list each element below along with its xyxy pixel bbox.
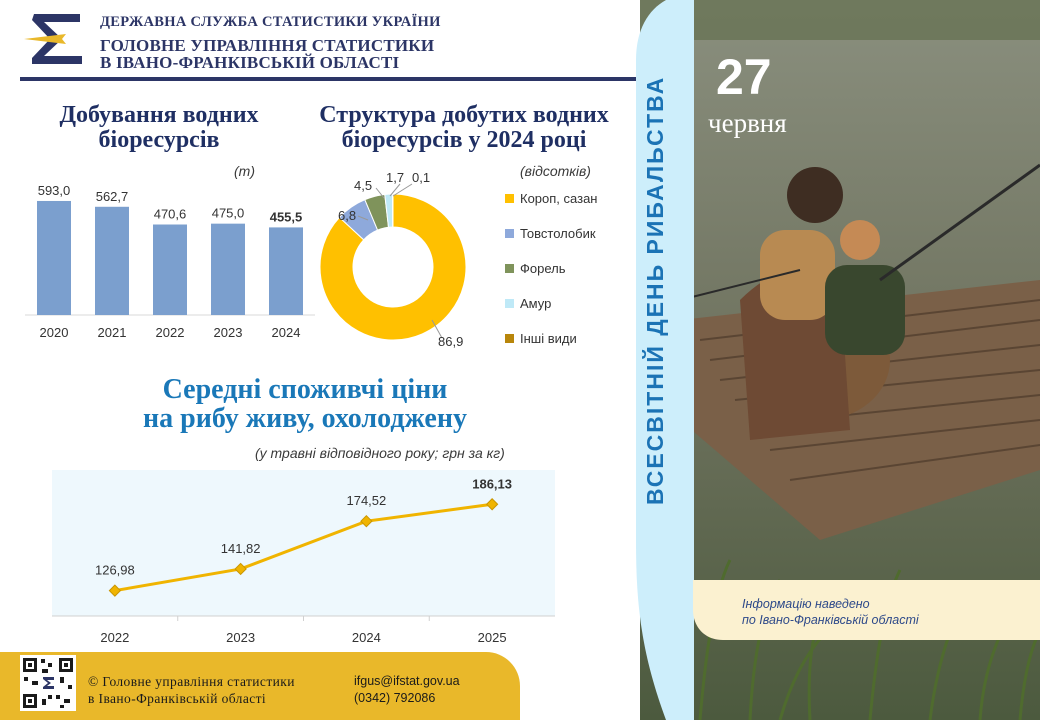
bar-chart-unit: (т) bbox=[234, 163, 255, 179]
donut-value-label: 0,1 bbox=[412, 170, 431, 185]
bar-2020 bbox=[37, 201, 71, 315]
footer-contacts bbox=[354, 673, 460, 707]
legend-label: Інші види bbox=[520, 331, 577, 346]
bar-category-label: 2020 bbox=[39, 325, 69, 340]
price-year-label: 2025 bbox=[477, 630, 507, 645]
event-month: червня bbox=[708, 108, 787, 138]
bar-value-label: 470,6 bbox=[153, 206, 187, 222]
legend-label: Товстолобик bbox=[520, 226, 596, 241]
bar-category-label: 2024 bbox=[271, 325, 301, 340]
bar-value-label: 562,7 bbox=[95, 188, 129, 204]
bar-chart-title bbox=[30, 103, 288, 153]
price-value-label: 174,52 bbox=[346, 493, 387, 509]
bar-2024 bbox=[269, 227, 303, 315]
legend-label: Амур bbox=[520, 296, 552, 311]
region-note-line2: по Івано-Франківській області bbox=[742, 613, 919, 627]
price-value-label: 126,98 bbox=[94, 562, 135, 578]
event-day: 27 bbox=[716, 49, 772, 105]
donut-chart bbox=[320, 170, 630, 370]
bar-chart-title-line1: Добування водних bbox=[59, 102, 259, 128]
donut-chart-title-line2: біоресурсів у 2024 році bbox=[341, 127, 587, 153]
price-year-label: 2024 bbox=[351, 630, 381, 645]
donut-chart-unit: (відсотків) bbox=[520, 163, 591, 179]
legend-label: Форель bbox=[520, 261, 566, 276]
legend-label: Короп, сазан bbox=[520, 191, 598, 206]
legend-swatch bbox=[505, 299, 514, 308]
region-note bbox=[742, 596, 919, 628]
price-year-label: 2022 bbox=[100, 630, 130, 645]
bar-category-label: 2022 bbox=[155, 325, 185, 340]
price-year-label: 2023 bbox=[226, 630, 256, 645]
donut-value-label: 1,7 bbox=[386, 170, 405, 185]
footer-org-line2: в Івано-Франківській області bbox=[88, 691, 267, 706]
line-chart-unit: (у травні відповідного року; грн за кг) bbox=[255, 445, 505, 461]
bar-2022 bbox=[153, 225, 187, 316]
footer-phone: (0342) 792086 bbox=[354, 691, 436, 705]
price-value-label: 141,82 bbox=[220, 540, 261, 556]
line-chart-title-line2: на рибу живу, охолоджену bbox=[143, 403, 467, 434]
bar-2023 bbox=[211, 224, 245, 315]
bar-value-label: 593,0 bbox=[37, 185, 71, 198]
legend-swatch bbox=[505, 334, 514, 343]
line-chart bbox=[52, 470, 557, 650]
footer-org-line1: © Головне управління статистики bbox=[88, 674, 295, 689]
region-note-line1: Інформацію наведено bbox=[742, 597, 870, 611]
footer-organization bbox=[88, 673, 295, 707]
line-plot-area bbox=[52, 470, 555, 616]
legend-swatch bbox=[505, 194, 514, 203]
legend-swatch bbox=[505, 229, 514, 238]
office-name bbox=[100, 37, 434, 71]
vertical-event-title: ВСЕСВІТНІЙ ДЕНЬ РИБАЛЬСТВА bbox=[642, 75, 668, 505]
bar-2021 bbox=[95, 207, 129, 315]
bar-chart bbox=[20, 185, 320, 355]
sigma-logo-icon bbox=[22, 12, 90, 66]
donut-value-label: 86,9 bbox=[438, 334, 464, 349]
office-name-line2: В ІВАНО-ФРАНКІВСЬКІЙ ОБЛАСТІ bbox=[100, 53, 400, 72]
line-chart-title-line1: Середні споживчі ціни bbox=[162, 374, 448, 405]
agency-name: ДЕРЖАВНА СЛУЖБА СТАТИСТИКИ УКРАЇНИ bbox=[100, 14, 441, 30]
price-value-label: 186,13 bbox=[472, 476, 513, 492]
office-name-line1: ГОЛОВНЕ УПРАВЛІННЯ СТАТИСТИКИ bbox=[100, 36, 435, 55]
line-chart-title bbox=[70, 375, 540, 433]
qr-code-icon[interactable] bbox=[20, 655, 76, 711]
footer-email[interactable]: ifgus@ifstat.gov.ua bbox=[354, 674, 460, 688]
bar-chart-title-line2: біоресурсів bbox=[98, 127, 220, 153]
donut-value-label: 6,8 bbox=[338, 208, 357, 223]
header-divider bbox=[20, 77, 638, 81]
bar-category-label: 2021 bbox=[97, 325, 127, 340]
donut-chart-title-line1: Структура добутих водних bbox=[319, 102, 609, 128]
bar-category-label: 2023 bbox=[213, 325, 243, 340]
donut-chart-title bbox=[300, 103, 628, 153]
bar-value-label: 475,0 bbox=[211, 205, 245, 221]
donut-value-label: 4,5 bbox=[354, 178, 373, 193]
legend-swatch bbox=[505, 264, 514, 273]
bar-value-label: 455,5 bbox=[269, 209, 303, 225]
